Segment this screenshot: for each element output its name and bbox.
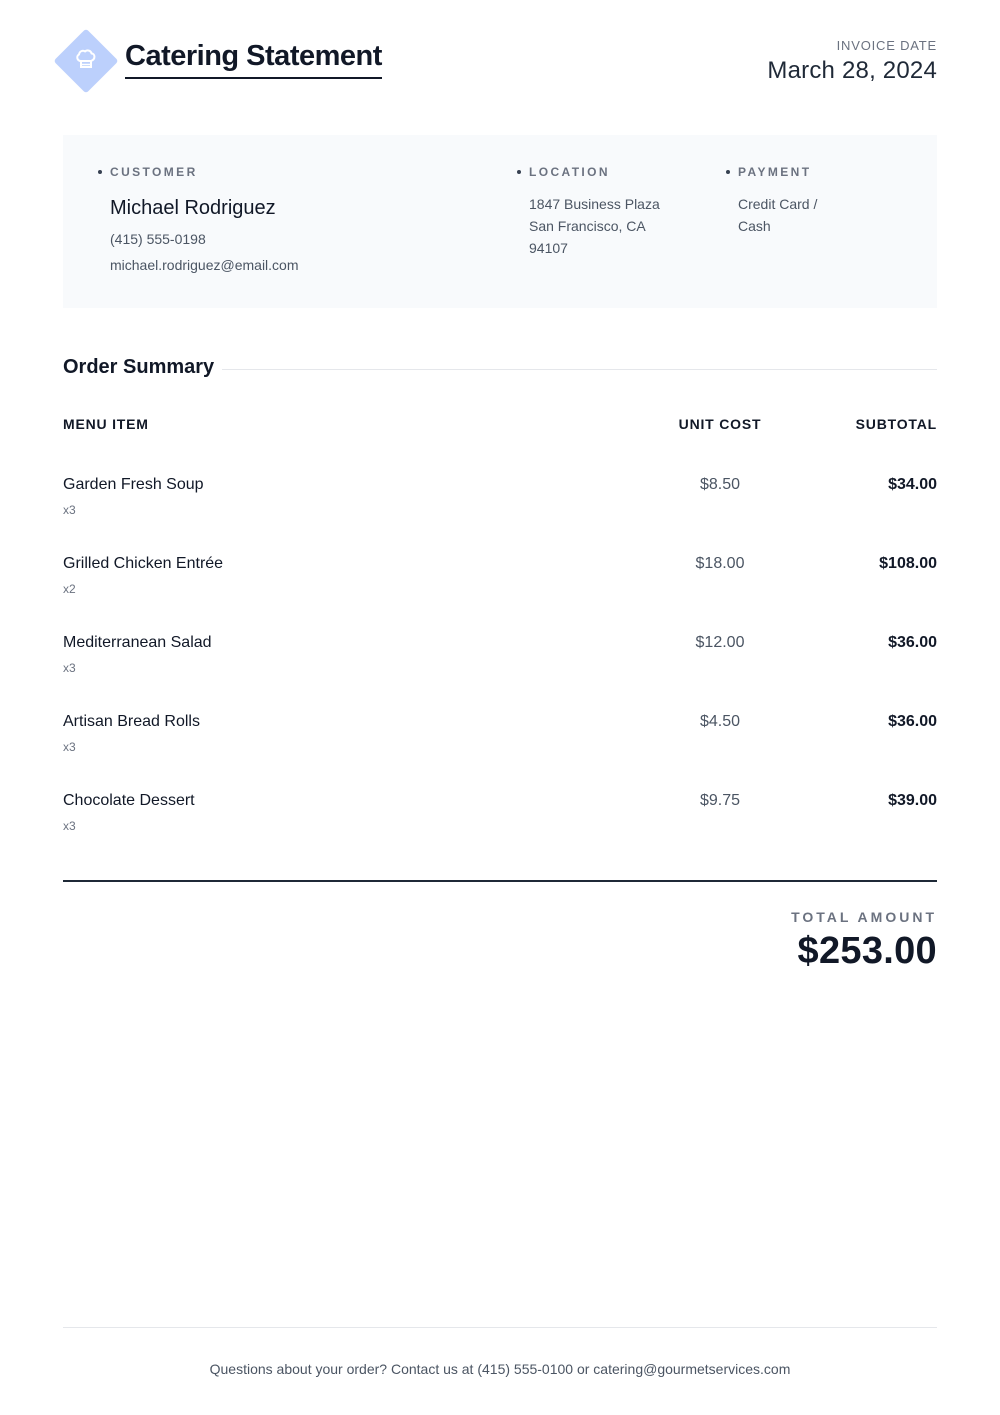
item-name: Garden Fresh Soup (63, 476, 204, 493)
item-qty: x3 (63, 661, 76, 675)
customer-name: Michael Rodriguez (110, 197, 276, 219)
item-unit-cost: $4.50 (699, 713, 741, 730)
item-unit-cost: $9.75 (699, 792, 741, 809)
location-line: San Francisco, CA (529, 218, 646, 234)
total-label: TOTAL AMOUNT (791, 909, 937, 925)
invoice-date (767, 38, 937, 85)
location-line: 94107 (529, 240, 568, 256)
item-subtotal: $36.00 (888, 634, 937, 651)
item-name: Grilled Chicken Entrée (63, 555, 224, 572)
item-qty: x3 (63, 503, 76, 517)
invoice-header (53, 28, 937, 98)
item-name: Mediterranean Salad (63, 634, 212, 651)
payment-method (726, 193, 817, 237)
item-subtotal: $108.00 (879, 555, 937, 572)
info-card (63, 135, 937, 308)
item-subtotal: $39.00 (888, 792, 937, 809)
table-row (63, 790, 937, 869)
page-title: Catering Statement (125, 40, 382, 79)
column-header-item: MENU ITEM (63, 416, 149, 432)
footer-contact: Questions about your order? Contact us at (415) 555-0100 or catering@gourmetservices.com (209, 1361, 791, 1377)
column-header-unit: UNIT COST (678, 416, 762, 432)
total-amount: $253.00 (797, 930, 937, 972)
table-row (63, 474, 937, 553)
customer-label: CUSTOMER (98, 165, 299, 179)
divider (219, 369, 937, 370)
customer-email: michael.rodriguez@email.com (110, 257, 299, 273)
item-name: Chocolate Dessert (63, 792, 195, 809)
order-items (63, 474, 937, 869)
item-qty: x3 (63, 740, 76, 754)
item-subtotal: $34.00 (888, 476, 937, 493)
customer-block (98, 165, 299, 273)
invoice-date-value: March 28, 2024 (767, 57, 937, 84)
table-row (63, 553, 937, 632)
payment-line: Cash (738, 218, 771, 234)
total-divider (63, 880, 937, 882)
item-subtotal: $36.00 (888, 713, 937, 730)
order-summary-header (63, 356, 937, 382)
location-address (517, 193, 660, 259)
item-unit-cost: $12.00 (695, 634, 745, 651)
payment-block (726, 165, 817, 237)
payment-line: Credit Card / (738, 196, 818, 212)
section-title: Order Summary (63, 356, 222, 379)
location-block (517, 165, 660, 259)
table-row (63, 711, 937, 790)
payment-label: PAYMENT (726, 165, 817, 179)
customer-phone: (415) 555-0198 (110, 231, 206, 247)
chef-hat-icon (75, 48, 97, 72)
footer-divider (63, 1327, 937, 1328)
invoice-date-label: INVOICE DATE (836, 38, 937, 53)
location-label: LOCATION (517, 165, 660, 179)
item-unit-cost: $8.50 (699, 476, 741, 493)
location-line: 1847 Business Plaza (529, 196, 660, 212)
item-qty: x2 (63, 582, 76, 596)
logo (53, 28, 119, 94)
item-unit-cost: $18.00 (695, 555, 745, 572)
table-row (63, 632, 937, 711)
item-name: Artisan Bread Rolls (63, 713, 200, 730)
column-header-subtotal: SUBTOTAL (855, 416, 937, 432)
item-qty: x3 (63, 819, 76, 833)
